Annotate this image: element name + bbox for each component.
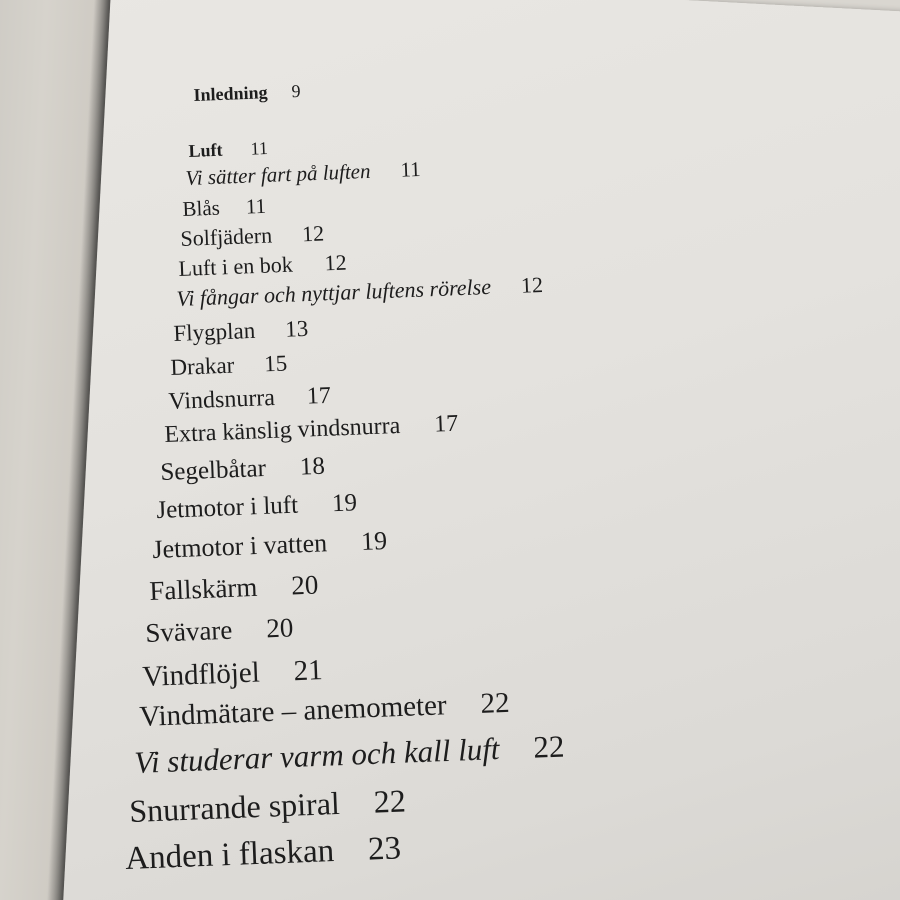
- toc-entry-title: Blås: [182, 195, 221, 222]
- toc-entry-title: Flygplan: [173, 317, 256, 347]
- toc-entry-page: 22: [532, 728, 566, 765]
- toc-entry: [182, 194, 266, 222]
- toc-entry-page: 19: [360, 526, 388, 556]
- toc-entry: [142, 654, 324, 694]
- toc-entry-title: Svävare: [144, 614, 233, 649]
- toc-entry-title: Snurrande spiral: [128, 784, 341, 830]
- toc-entry-title: Vi fångar och nyttjar luftens rörelse: [176, 273, 492, 312]
- toc-entry-page: 22: [479, 686, 511, 720]
- toc-entry-title: Vi studerar varm och kall luft: [133, 731, 501, 781]
- toc-entry-page: 13: [284, 315, 309, 342]
- toc-entry-page: 17: [306, 382, 332, 410]
- toc-entry: [180, 221, 325, 252]
- toc-entry-page: 17: [433, 410, 459, 438]
- toc-entry-page: 11: [245, 193, 267, 219]
- toc-entry-page: 20: [265, 612, 294, 644]
- toc-entry: [173, 316, 309, 347]
- toc-entry-title: Drakar: [170, 352, 235, 381]
- toc-entry-page: 18: [299, 452, 326, 481]
- toc-entry-page: 15: [263, 350, 288, 377]
- toc-entry-title: Anden i flaskan: [124, 833, 335, 878]
- toc-entry-page: 12: [520, 271, 544, 298]
- toc-entry-page: 11: [399, 156, 422, 182]
- toc-entry-title: Vindmätare – anemometer: [138, 689, 448, 734]
- toc-entry-title: Segelbåtar: [159, 454, 267, 487]
- toc-entry-title: Vindsnurra: [167, 384, 276, 416]
- toc-entry-title: Inledning: [193, 82, 268, 106]
- toc-entry-page: 11: [250, 137, 269, 159]
- toc-entry: [170, 351, 288, 381]
- toc-entry: [145, 612, 294, 649]
- toc-entry-page: 9: [291, 80, 301, 102]
- toc-entry-title: Vi sätter fart på luften: [185, 158, 371, 191]
- toc-entry-title: Luft i en bok: [178, 251, 294, 282]
- toc-entry: [149, 570, 319, 607]
- toc-entry-luft: [188, 138, 268, 162]
- toc-entry-page: 19: [331, 489, 358, 518]
- toc-entry-title: Luft: [188, 139, 223, 162]
- toc-entry-inledning: [193, 81, 301, 106]
- toc-entry-title: Solfjädern: [180, 222, 273, 252]
- toc-entry-page: 12: [324, 249, 348, 276]
- toc-entry-page: 20: [290, 569, 319, 601]
- toc-entry-title: Fallskärm: [148, 571, 258, 607]
- toc-entry-title: Jetmotor i luft: [155, 491, 299, 525]
- toc-entry-title: Vindflöjel: [141, 656, 261, 694]
- toc-entry-title: Extra känslig vindsnurra: [163, 412, 401, 449]
- toc-entry-page: 22: [373, 782, 407, 820]
- toc-entry-page: 23: [367, 830, 402, 868]
- toc-entry-title: Jetmotor i vatten: [151, 528, 328, 565]
- toc-entry-page: 12: [301, 220, 325, 247]
- toc-entry-page: 21: [293, 654, 324, 688]
